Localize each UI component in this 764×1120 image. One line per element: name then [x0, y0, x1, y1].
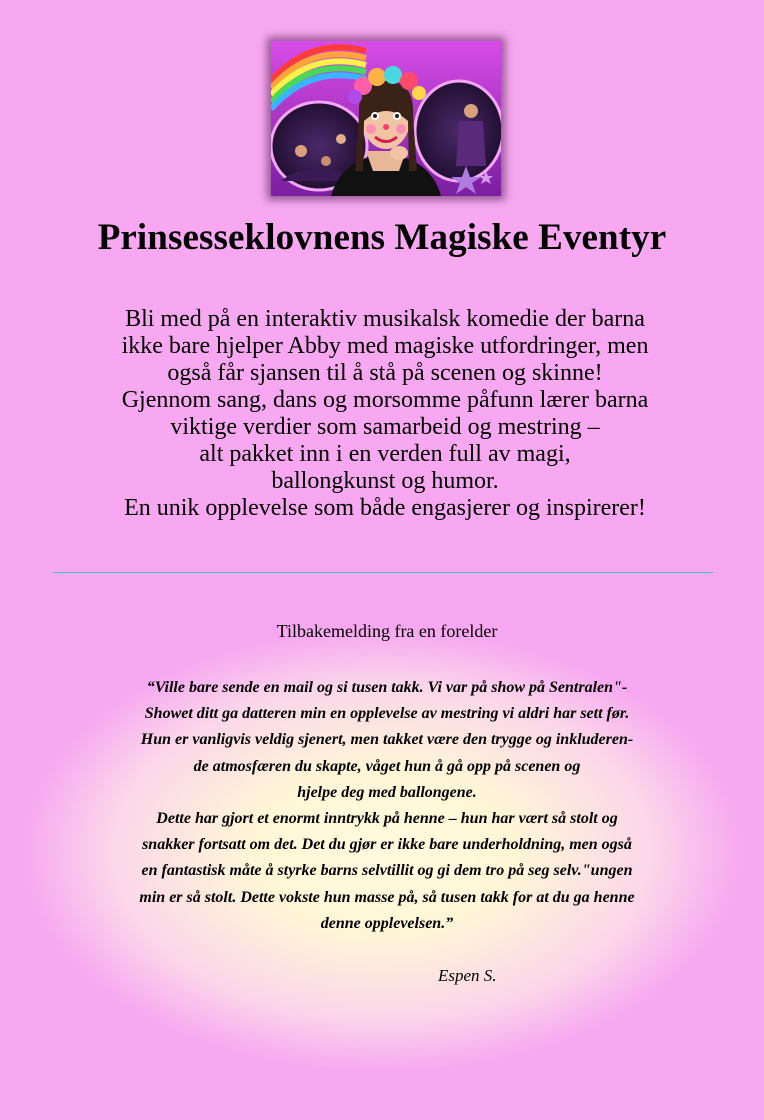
quote-line: Dette har gjort et enormt inntrykk på henne – hun har vært så stolt og: [156, 810, 618, 828]
quote-line: denne opplevelsen.”: [320, 914, 454, 932]
section-divider: [53, 572, 713, 573]
intro-line: også får sjansen til å stå på scenen og skinne!: [167, 360, 603, 386]
feedback-signature: Espen S.: [438, 966, 497, 985]
intro-line: En unik opplevelse som både engasjerer og inspirerer!: [124, 495, 646, 521]
intro-line: ballongkunst og humor.: [271, 468, 499, 494]
intro-line: Gjennom sang, dans og morsomme påfunn lærer barna: [121, 387, 649, 413]
feedback-quote: [70, 675, 704, 937]
quote-line: Showet ditt ga datteren min en opplevelse av mestring vi aldri har sett før.: [144, 705, 630, 723]
intro-paragraph: [40, 306, 730, 522]
quote-line: en fantastisk måte å styrke barns selvtillit og gi dem tro på seg selv."ungen: [141, 862, 633, 880]
intro-line: alt pakket inn i en verden full av magi,: [199, 441, 571, 467]
quote-line: de atmosfæren du skapte, våget hun å gå opp på scenen og: [193, 757, 581, 775]
quote-line: “Ville bare sende en mail og si tusen takk. Vi var på show på Sentralen"-: [146, 679, 628, 696]
feedback-heading: Tilbakemelding fra en forelder: [276, 621, 498, 641]
intro-line: Bli med på en interaktiv musikalsk komedie der barna: [125, 306, 645, 332]
intro-line: ikke bare hjelper Abby med magiske utfordringer, men: [121, 333, 649, 359]
quote-line: hjelpe deg med ballongene.: [297, 783, 477, 801]
quote-line: min er så stolt. Dette vokste hun masse på, så tusen takk for at du ga henne: [139, 888, 635, 906]
quote-line: snakker fortsatt om det. Det du gjør er ikke bare underholdning, men også: [142, 836, 632, 854]
page-title: Prinsesseklovnens Magiske Eventyr: [97, 217, 667, 258]
intro-line: viktige verdier som samarbeid og mestring –: [170, 414, 600, 440]
quote-line: Hun er vanligvis veldig sjenert, men takket være den trygge og inkluderen-: [140, 731, 634, 749]
hero-photo: [271, 41, 501, 196]
